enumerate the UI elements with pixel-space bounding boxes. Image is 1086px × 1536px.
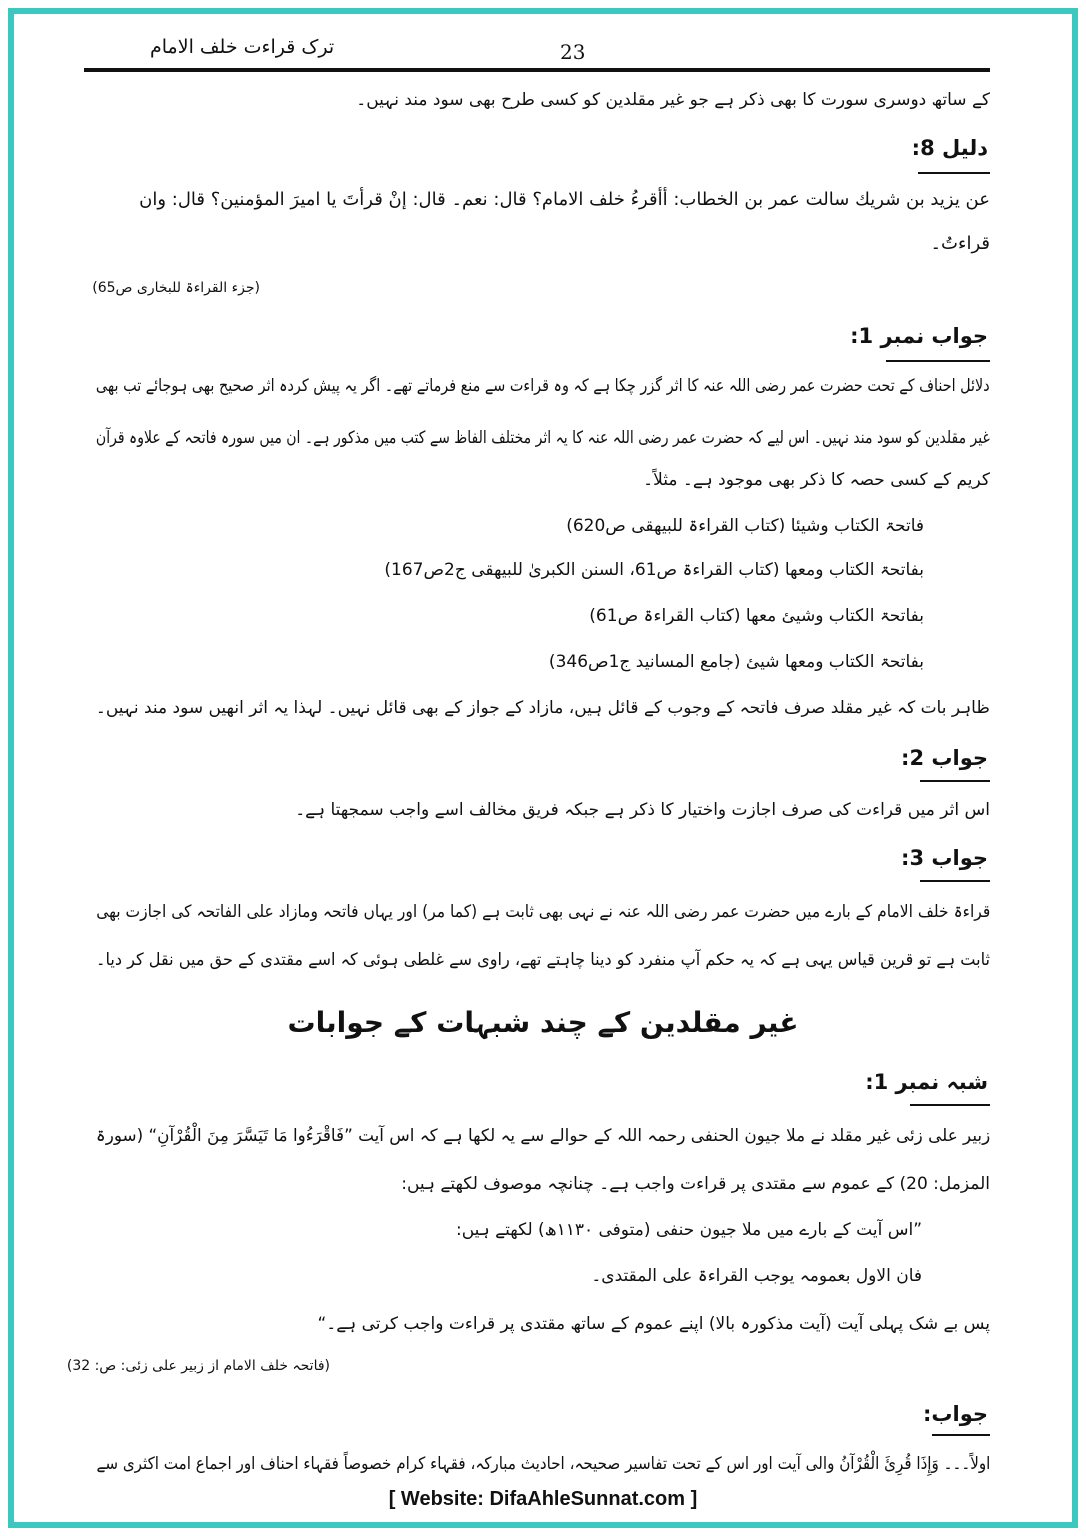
page-number: 23	[560, 40, 586, 64]
answer1-line: کریم کے کسی حصہ کا ذکر بھی موجود ہے۔ مثلاً۔	[643, 470, 990, 490]
shubha1-quote-line: ”اس آیت کے بارے میں ملا جیون حنفی (متوفی ۱۱۳۰ھ) لکھتے ہیں:	[456, 1220, 922, 1240]
jawab-line1: اولاً۔۔۔ وَإِذَا قُرِئَ الْقُرْآنُ والی آیت اور اس کے تحت تفاسیر صحیحہ، احادیث مبارکہ، فقہاء کرام خصوصاً فقہاء احناف اور اجماع امت اکثری سے	[96, 1454, 990, 1474]
answer3-line: قراءۃ خلف الامام کے بارے میں حضرت عمر رضی اللہ عنہ نے نہی بھی ثابت ہے (کما مر) اور یہاں فاتحہ ومازاد علی الفاتحہ کی اجازت بھی	[95, 902, 990, 922]
dalil-text-line1: عن یزید بن شریك سالت عمر بن الخطاب: أأقرءُ خلف الامام؟ قال: نعم۔ قال: إنْ قرأتَ یا امیرَ المؤمنین؟ قال: وان	[139, 189, 990, 210]
dalil-heading: دلیل 8:	[911, 136, 988, 160]
header-title: ترک قراءت خلف الامام	[150, 36, 335, 58]
citation: بفاتحۃ الکتاب ومعھا شیئ (جامع المسانید ج1ص346)	[548, 652, 924, 672]
answer1-heading-underline	[886, 360, 990, 362]
jawab-heading-underline	[932, 1434, 990, 1436]
answer2-text: اس اثر میں قراءت کی صرف اجازت واختیار کا ذکر ہے جبکہ فریق مخالف اسے واجب سمجھتا ہے۔	[295, 800, 990, 820]
footer-website[interactable]: [ Website: DifaAhleSunnat.com ]	[388, 1488, 698, 1510]
citation: فاتحۃ الکتاب وشیئا (کتاب القراءۃ للبیھقی ص620)	[566, 516, 924, 536]
answer1-line: غیر مقلدین کو سود مند نہیں۔ اس لیے کہ حضرت عمر رضی اللہ عنہ کا یہ اثر مختلف الفاظ سے کتب میں مذکور ہے۔ ان میں سورہ فاتحہ کے علاوہ قرآن	[96, 428, 990, 448]
intro-line: کے ساتھ دوسری سورت کا بھی ذکر ہے جو غیر مقلدین کو کسی طرح بھی سود مند نہیں۔	[356, 90, 990, 110]
answer1-conclusion: ظاہر بات کہ غیر مقلد صرف فاتحہ کے وجوب کے قائل ہیں، مازاد کے جواز کے بھی قائل نہیں۔ لہذا یہ اثر انھیں سود مند نہیں۔	[96, 698, 990, 718]
jawab-heading: جواب:	[923, 1402, 988, 1426]
shubha1-quote-end: پس بے شک پہلی آیت (آیت مذکورہ بالا) اپنے عموم کے ساتھ مقتدی پر قراءت واجب کرتی ہے۔“	[317, 1314, 990, 1334]
answer1-heading: جواب نمبر 1:	[850, 324, 988, 348]
answer1-line: دلائل احناف کے تحت حضرت عمر رضی اللہ عنہ کا اثر گزر چکا ہے کہ وہ قراءت سے منع فرماتے تھے۔ اگر یہ پیش کردہ اثر صحیح بھی ہوجائے تب بھی	[96, 376, 990, 396]
header-rule	[84, 68, 990, 72]
answer3-heading: جواب 3:	[901, 846, 988, 870]
answer2-heading: جواب 2:	[901, 746, 988, 770]
shubha1-quote-line: فان الاول بعمومہ یوجب القراءۃ علی المقتدی۔	[591, 1266, 922, 1286]
shubha1-heading-underline	[910, 1104, 990, 1106]
citation: بفاتحۃ الکتاب وشیئ معھا (کتاب القراءۃ ص61)	[589, 606, 924, 626]
answer2-heading-underline	[920, 780, 990, 782]
answer3-heading-underline	[920, 880, 990, 882]
dalil-reference: (جزء القراءۃ للبخاری ص65)	[92, 280, 260, 296]
shubha1-reference: (فاتحہ خلف الامام از زبیر علی زئی: ص: 32)	[66, 1358, 330, 1374]
section-title: غیر مقلدین کے چند شبہات کے جوابات	[287, 1006, 799, 1039]
citation: بفاتحۃ الکتاب ومعھا (کتاب القراءۃ ص61، السنن الکبریٰ للبیھقی ج2ص167)	[384, 560, 924, 580]
answer3-line: ثابت ہے تو قرین قیاس یہی ہے کہ یہ حکم آپ منفرد کو دینا چاہتے تھے، راوی سے غلطی ہوئی کہ اسے مقتدی کے حق میں نقل کر دیا۔	[96, 950, 990, 970]
shubha1-line: زبیر علی زئی غیر مقلد نے ملا جیون الحنفی رحمہ اللہ کے حوالے سے یہ لکھا ہے کہ اس آیت ”فَاقْرَءُوا مَا تَيَسَّرَ مِنَ الْقُرْآنِ“ (سورۃ	[95, 1126, 990, 1146]
shubha1-line: المزمل: 20) کے عموم سے مقتدی پر قراءت واجب ہے۔ چنانچہ موصوف لکھتے ہیں:	[401, 1174, 990, 1194]
shubha1-heading: شبہ نمبر 1:	[865, 1070, 988, 1094]
dalil-text-line2: قراءتُ۔	[930, 233, 990, 254]
dalil-heading-underline	[918, 172, 990, 174]
